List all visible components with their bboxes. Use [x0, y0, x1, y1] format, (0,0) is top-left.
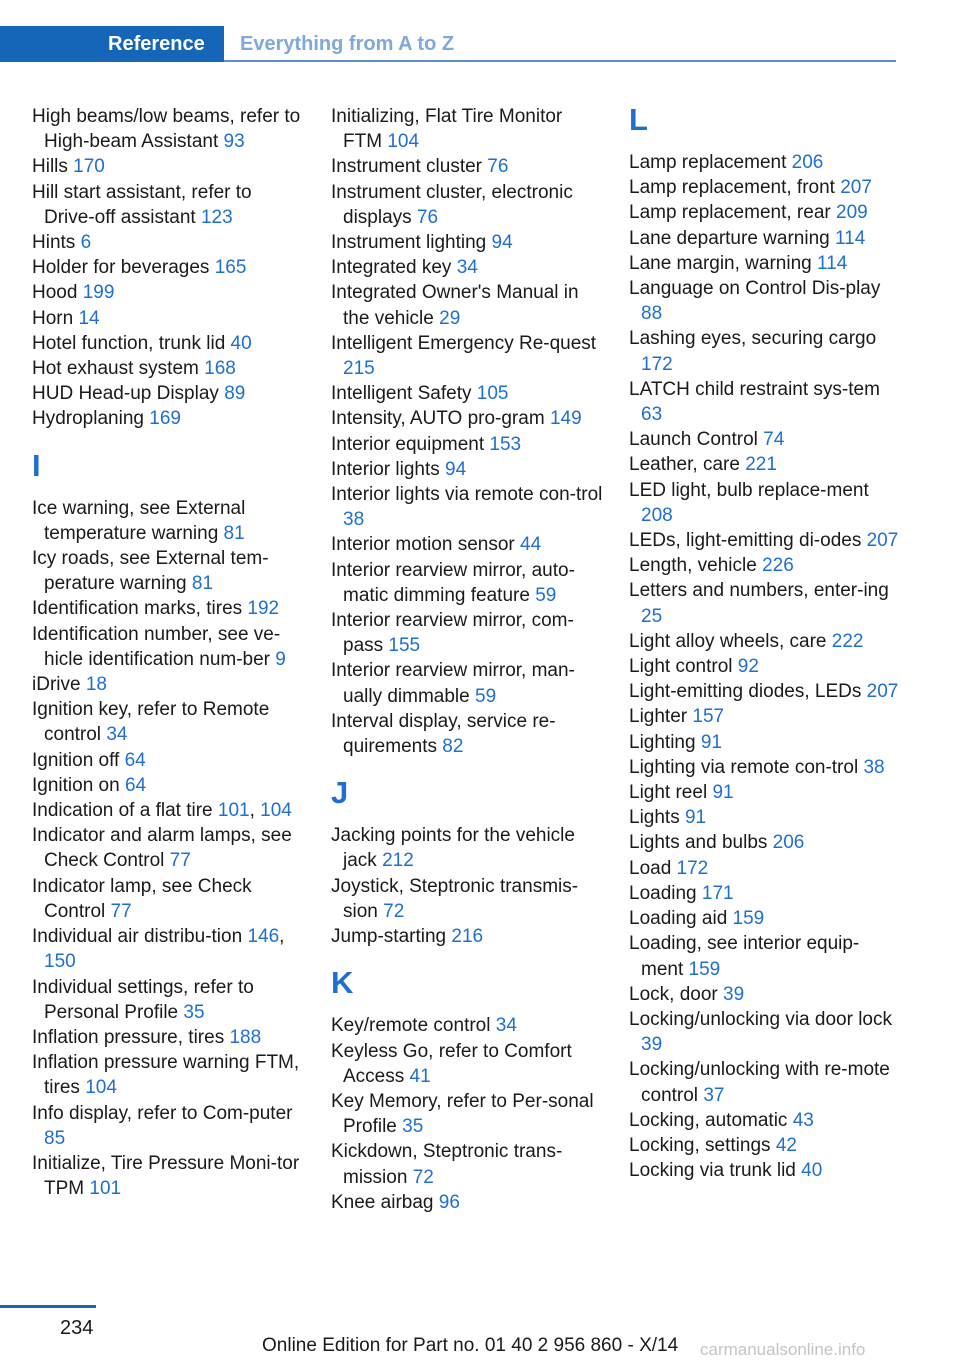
page-link[interactable]: 104	[85, 1077, 117, 1099]
index-entry	[32, 255, 304, 280]
index-entry	[331, 230, 603, 255]
index-entry	[629, 427, 901, 452]
page-link[interactable]: 171	[701, 882, 734, 904]
index-entry	[629, 251, 901, 276]
entry-term: Instrument cluster	[331, 156, 488, 178]
index-entry	[629, 730, 901, 755]
page-link[interactable]: 105	[476, 383, 509, 405]
index-entry	[331, 432, 603, 457]
entry-term: Locking, settings	[629, 1134, 776, 1156]
index-entry	[331, 180, 603, 230]
page-link[interactable]: 192	[247, 598, 280, 620]
index-entry	[629, 578, 901, 628]
entry-term: Interior motion sensor	[331, 534, 521, 556]
page-link[interactable]: 172	[641, 353, 673, 375]
page-link[interactable]: 114	[834, 227, 866, 249]
index-entry	[32, 1151, 304, 1201]
entry-term: Lamp replacement, rear	[629, 202, 836, 224]
index-entry	[32, 546, 304, 596]
header-rule	[224, 60, 896, 62]
entry-term: Integrated Owner's Manual in the vehicle	[331, 282, 579, 329]
page-link[interactable]: 165	[214, 257, 247, 279]
entry-term: Individual settings, refer to Personal Profile	[32, 976, 254, 1023]
index-entry	[629, 856, 901, 881]
index-entry	[629, 150, 901, 175]
entry-term: Identification marks, tires	[32, 598, 248, 620]
page-link[interactable]: 72	[383, 900, 405, 922]
page-link[interactable]: 169	[149, 408, 181, 430]
page-link[interactable]: 91	[700, 731, 722, 753]
entry-term: Hill start assistant, refer to Drive-off assistant	[32, 181, 252, 228]
index-entry: Indication of a flat tire 101, 104	[32, 800, 292, 822]
index-entry	[629, 654, 901, 679]
entry-term: Interior rearview mirror, com‐pass	[331, 610, 574, 657]
entry-term: Light reel	[629, 782, 713, 804]
edition-note: Online Edition for Part no. 01 40 2 956 860 - X/14	[262, 1335, 679, 1356]
entry-term: Locking, automatic	[629, 1109, 793, 1131]
page-link[interactable]: 207	[866, 530, 899, 552]
page-link[interactable]: 14	[78, 307, 100, 329]
page-link[interactable]: 76	[416, 206, 439, 228]
entry-term: Light control	[629, 656, 738, 678]
page-link[interactable]: 64	[124, 749, 146, 771]
entry-term: Intelligent Safety	[331, 383, 477, 405]
index-entry	[629, 1133, 901, 1158]
page-link[interactable]: 38	[863, 756, 885, 778]
index-entry	[331, 104, 603, 154]
index-entry	[629, 175, 901, 200]
index-entry	[32, 180, 304, 230]
entry-term: Interior equipment	[331, 433, 490, 455]
section-letter: I	[32, 447, 41, 483]
entry-term: Jacking points for the vehicle jack	[331, 825, 575, 872]
entry-term: Locking/unlocking via door lock	[629, 1008, 892, 1030]
index-entry	[331, 558, 603, 608]
page-link[interactable]: 207	[866, 681, 899, 703]
index-entry	[629, 1158, 901, 1183]
page-header	[0, 26, 960, 62]
entry-term: Identification number, see ve‐hicle identification num‐ber	[32, 623, 281, 670]
index-entry	[32, 773, 304, 798]
page-link[interactable]: 104	[387, 131, 420, 153]
page-link[interactable]: 222	[831, 630, 864, 652]
index-entry	[32, 622, 304, 672]
entry-term: Lights	[629, 807, 685, 829]
entry-term: Lighting	[629, 731, 701, 753]
page-link[interactable]: 85	[44, 1127, 66, 1149]
index-entry	[32, 1025, 304, 1050]
index-entry	[629, 452, 901, 477]
entry-term: Instrument lighting	[331, 232, 492, 254]
entry-term: Joystick, Steptronic transmis‐sion	[331, 875, 579, 922]
index-entry	[629, 982, 901, 1007]
index-entry	[629, 780, 901, 805]
entry-term: Ignition off	[32, 749, 125, 771]
entry-term: Hydroplaning	[32, 408, 150, 430]
page-link[interactable]: 96	[438, 1191, 460, 1213]
index-entry	[32, 1050, 304, 1100]
entry-term: Lighting via remote con‐trol	[629, 756, 864, 778]
page-link[interactable]: 37	[703, 1084, 725, 1106]
page-link[interactable]: 159	[732, 908, 765, 930]
index-column-1	[32, 104, 304, 1201]
page-link[interactable]: 146	[247, 926, 280, 948]
page-link[interactable]: 39	[723, 983, 745, 1005]
index-entry	[331, 1089, 603, 1139]
index-entry	[32, 280, 304, 305]
index-entry	[629, 805, 901, 830]
entry-term: Kickdown, Steptronic trans‐mission	[331, 1141, 563, 1188]
page-link[interactable]: 208	[641, 504, 673, 526]
page-link[interactable]: 206	[772, 832, 805, 854]
index-entry	[629, 1007, 901, 1057]
entry-term: Jump-starting	[331, 926, 452, 948]
page-link[interactable]: 172	[676, 857, 709, 879]
index-column-2	[331, 104, 603, 1215]
entry-term: Interior rearview mirror, auto‐matic dimming feature	[331, 559, 575, 606]
page-link[interactable]: 43	[792, 1109, 814, 1131]
page-link[interactable]: 199	[82, 282, 115, 304]
entry-term: Ignition key, refer to Remote control	[32, 699, 270, 746]
index-column-3	[629, 104, 901, 1183]
index-entry	[331, 482, 603, 532]
page-link[interactable]: 25	[641, 605, 663, 627]
index-entry	[629, 226, 901, 251]
page-link[interactable]: 104	[260, 800, 292, 822]
index-entry	[32, 672, 304, 697]
page-link[interactable]: 157	[692, 706, 725, 728]
index-entry	[629, 629, 901, 654]
index-entry	[629, 1057, 901, 1107]
index-entry	[629, 1108, 901, 1133]
entry-term: Ignition on	[32, 774, 125, 796]
index-entry	[331, 709, 603, 759]
index-entry	[629, 326, 901, 376]
entry-term: Load	[629, 857, 677, 879]
page-link[interactable]: 18	[85, 674, 107, 696]
page-link[interactable]: 42	[775, 1134, 797, 1156]
page-link[interactable]: 34	[495, 1015, 517, 1037]
entry-term: Initializing, Flat Tire Monitor FTM	[331, 106, 563, 153]
page-link[interactable]: 38	[343, 509, 365, 531]
entry-term: iDrive	[32, 674, 86, 696]
entry-term: Intelligent Emergency Re‐quest	[331, 332, 597, 354]
entry-term: Inflation pressure warning FTM, tires	[32, 1052, 300, 1099]
page-link[interactable]: 170	[73, 156, 105, 178]
page-link[interactable]: 207	[840, 177, 872, 199]
page-link[interactable]: 89	[224, 383, 246, 405]
entry-term: Loading aid	[629, 908, 733, 930]
index-entry	[331, 823, 603, 873]
entry-term: Interior lights	[331, 458, 446, 480]
index-entry	[32, 874, 304, 924]
page-link[interactable]: 150	[44, 951, 76, 973]
entry-term: Hills	[32, 156, 74, 178]
page-link[interactable]: 77	[110, 900, 132, 922]
page-link[interactable]: 82	[442, 736, 464, 758]
index-entry	[32, 406, 304, 431]
entry-term: Instrument cluster, electronic displays	[331, 181, 573, 228]
page-link[interactable]: 44	[520, 534, 542, 556]
entry-term: Hot exhaust system	[32, 358, 205, 380]
entry-term: Initialize, Tire Pressure Moni‐tor TPM	[32, 1152, 300, 1200]
entry-term: LED light, bulb replace‐ment	[629, 479, 869, 501]
page-link[interactable]: 59	[535, 584, 557, 606]
index-entry	[629, 528, 901, 553]
entry-term: Hood	[32, 282, 83, 304]
page-link[interactable]: 212	[382, 850, 414, 872]
index-entry	[331, 381, 603, 406]
index-entry	[331, 406, 603, 431]
entry-term: Lane departure warning	[629, 227, 835, 249]
index-entry	[331, 255, 603, 280]
entry-term: Indicator and alarm lamps, see Check Control	[32, 825, 292, 872]
index-entry	[32, 697, 304, 747]
entry-term: Hints	[32, 232, 81, 254]
index-entry	[331, 457, 603, 482]
index-entry	[32, 154, 304, 179]
page-link[interactable]: 34	[456, 257, 478, 279]
entry-term: Interior lights via remote con‐trol	[331, 484, 603, 506]
entry-term: Light-emitting diodes, LEDs	[629, 681, 867, 703]
entry-term: LATCH child restraint sys‐tem	[629, 378, 880, 400]
index-entry	[331, 608, 603, 658]
entry-term: Lamp replacement, front	[629, 177, 841, 199]
index-entry	[331, 1190, 603, 1215]
entry-term: Intensity, AUTO pro‐gram	[331, 408, 550, 430]
entry-term: Ice warning, see External temperature warning	[32, 497, 246, 544]
entry-term: Launch Control	[629, 429, 764, 451]
index-entry	[331, 1013, 603, 1038]
index-entry	[32, 331, 304, 356]
entry-term: Horn	[32, 307, 79, 329]
entry-term: Lashing eyes, securing cargo	[629, 328, 877, 350]
entry-term: Locking/unlocking with re‐mote control	[629, 1059, 890, 1106]
page-link[interactable]: 88	[641, 303, 663, 325]
index-entry	[32, 496, 304, 546]
index-entry	[32, 1101, 304, 1151]
page-link[interactable]: 155	[388, 635, 421, 657]
page-link[interactable]: 81	[223, 522, 245, 544]
entry-term: Locking via trunk lid	[629, 1160, 802, 1182]
page-link[interactable]: 39	[641, 1034, 663, 1056]
index-entry	[331, 1139, 603, 1189]
page-link[interactable]: 101	[89, 1178, 122, 1200]
page-link[interactable]: 188	[229, 1026, 262, 1048]
page-link[interactable]: 94	[491, 232, 513, 254]
entry-term: Integrated key	[331, 257, 457, 279]
entry-term: Leather, care	[629, 454, 746, 476]
entry-term: Loading	[629, 882, 702, 904]
index-entry	[331, 280, 603, 330]
page-link[interactable]: 35	[402, 1116, 424, 1138]
page-link[interactable]: 40	[801, 1160, 823, 1182]
index-entry	[331, 924, 603, 949]
page-link[interactable]: 35	[183, 1001, 205, 1023]
page-link[interactable]: 92	[737, 656, 759, 678]
page-link[interactable]: 77	[169, 850, 191, 872]
entry-term: Lane margin, warning	[629, 252, 817, 274]
index-entry	[331, 331, 603, 381]
entry-term: Inflation pressure, tires	[32, 1026, 230, 1048]
entry-term: Key Memory, refer to Per‐sonal Profile	[331, 1090, 594, 1138]
entry-term: High beams/low beams, refer to High-beam Assistant	[32, 106, 301, 153]
entry-term: Letters and numbers, enter‐ing	[629, 580, 889, 602]
index-entry	[629, 276, 901, 326]
index-entry	[32, 306, 304, 331]
index-entry	[331, 1039, 603, 1089]
entry-term: Light alloy wheels, care	[629, 630, 832, 652]
entry-term: Keyless Go, refer to Comfort Access	[331, 1040, 572, 1087]
page-link[interactable]: 81	[191, 573, 214, 595]
section-letter: K	[331, 965, 354, 1001]
index-entry	[629, 553, 901, 578]
index-entry	[331, 658, 603, 708]
page-link[interactable]: 41	[409, 1065, 431, 1087]
index-entry	[629, 881, 901, 906]
section-tab[interactable]: Reference	[0, 26, 224, 62]
entry-term: Loading, see interior equip‐ment	[629, 933, 860, 980]
footer-rule	[0, 1305, 96, 1308]
index-entry	[629, 906, 901, 931]
entry-term: HUD Head-up Display	[32, 383, 225, 405]
entry-term: Lights and bulbs	[629, 832, 773, 854]
page-link[interactable]: 206	[791, 152, 824, 173]
page-link[interactable]: 76	[487, 156, 509, 178]
index-entry	[32, 104, 304, 154]
index-entry	[629, 478, 901, 528]
entry-term: Knee airbag	[331, 1191, 439, 1213]
index-entry	[32, 975, 304, 1025]
section-letter: J	[331, 775, 349, 811]
page-link[interactable]: 74	[763, 429, 785, 451]
index-entry	[629, 679, 901, 704]
page-link[interactable]: 64	[124, 774, 147, 796]
entry-term: Individual air distribu‐tion	[32, 926, 248, 948]
entry-term: Holder for beverages	[32, 257, 215, 279]
entry-term: LEDs, light-emitting di‐odes	[629, 530, 867, 552]
index-entry	[331, 532, 603, 557]
index-entry	[32, 748, 304, 773]
page-link[interactable]: 9	[275, 648, 286, 670]
page-link[interactable]: 72	[412, 1166, 434, 1188]
entry-term: Info display, refer to Com‐puter	[32, 1102, 293, 1124]
index-entry	[629, 704, 901, 729]
entry-term: Lighter	[629, 706, 693, 728]
page-link[interactable]: 91	[684, 807, 707, 829]
page-link[interactable]: 34	[106, 724, 128, 746]
index-entry	[629, 377, 901, 427]
page-link[interactable]: 123	[200, 206, 233, 228]
section-letter: L	[629, 102, 648, 137]
page-link[interactable]: 226	[762, 555, 794, 577]
page-link[interactable]: 6	[80, 232, 92, 254]
page-link[interactable]: 216	[451, 926, 484, 948]
entry-term: Lamp replacement	[629, 152, 792, 173]
entry-term: Lock, door	[629, 983, 723, 1005]
page-link[interactable]: 159	[688, 958, 721, 980]
page-link[interactable]: 94	[445, 458, 467, 480]
index-entry	[331, 874, 603, 924]
index-entry	[629, 830, 901, 855]
page-link[interactable]: 149	[549, 408, 582, 430]
page-link[interactable]: 221	[745, 454, 777, 476]
entry-term: Language on Control Dis‐play	[629, 278, 881, 300]
entry-term: Indication of a flat tire	[32, 800, 218, 822]
index-entry	[32, 823, 304, 873]
entry-term: Interior rearview mirror, man‐ually dimmable	[331, 660, 575, 707]
entry-term: Indicator lamp, see Check Control	[32, 875, 252, 922]
page-link[interactable]: 93	[223, 131, 245, 153]
page-link[interactable]: 101	[217, 800, 250, 822]
page-link[interactable]: 91	[712, 782, 734, 804]
index-entry	[629, 755, 901, 780]
index-entry: Individual air distribu‐tion 146, 150	[32, 926, 285, 973]
page-link[interactable]: 215	[343, 358, 375, 380]
page-link[interactable]: 153	[489, 433, 522, 455]
index-entry	[32, 230, 304, 255]
entry-term: Icy roads, see External tem‐perature warning	[32, 548, 269, 595]
page-link[interactable]: 209	[836, 202, 868, 224]
entry-term: Length, vehicle	[629, 555, 763, 577]
page-link[interactable]: 63	[641, 404, 663, 426]
index-entry	[629, 931, 901, 981]
page-number: 234	[60, 1317, 94, 1339]
page-link[interactable]: 59	[475, 685, 497, 707]
index-entry	[629, 200, 901, 225]
page-link[interactable]: 114	[817, 252, 848, 274]
page-link[interactable]: 29	[439, 307, 461, 329]
index-entry	[32, 596, 304, 621]
page-link[interactable]: 168	[204, 358, 236, 380]
index-entry	[32, 356, 304, 381]
index-entry	[32, 381, 304, 406]
index-entry	[331, 154, 603, 179]
watermark: carmanualsonline.info	[700, 1340, 866, 1359]
entry-term: Hotel function, trunk lid	[32, 332, 231, 354]
entry-term: Interval display, service re‐quirements	[331, 710, 556, 758]
subsection-title: Everything from A to Z	[240, 33, 455, 55]
entry-term: Key/remote control	[331, 1015, 496, 1037]
page-link[interactable]: 40	[230, 332, 252, 354]
